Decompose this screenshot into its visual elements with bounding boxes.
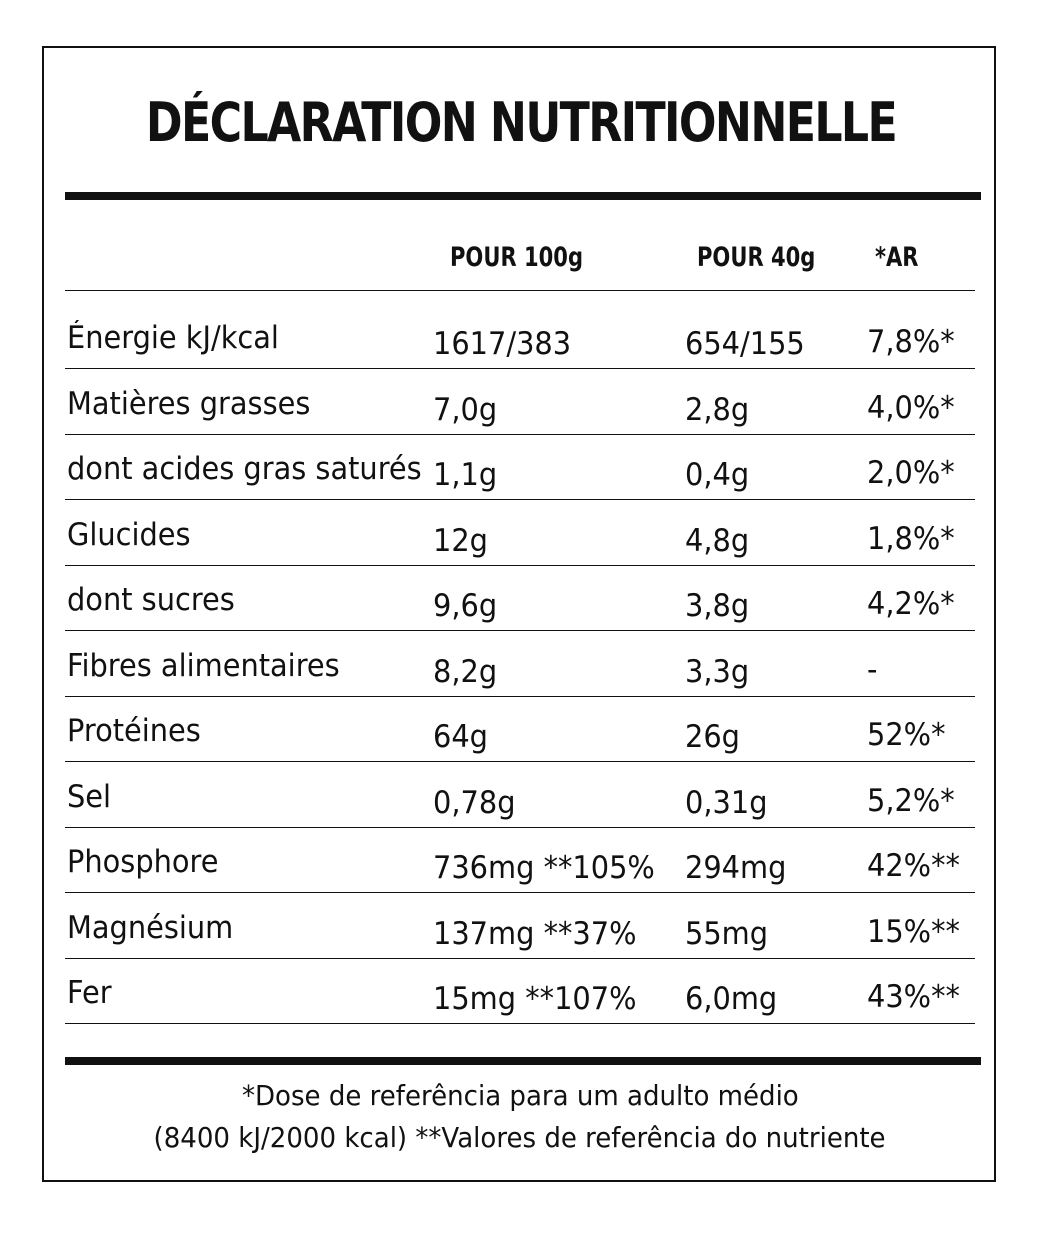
table-row xyxy=(65,500,975,566)
nutrient-name: Sel xyxy=(67,778,112,815)
value-ar: 4,0%* xyxy=(867,389,955,426)
value-per-40g: 2,8g xyxy=(685,391,750,428)
table-row xyxy=(65,828,975,894)
nutrient-name: Matières grasses xyxy=(67,385,311,422)
footnote-line-2 xyxy=(65,1116,975,1160)
nutrient-name: Fibres alimentaires xyxy=(67,647,340,684)
nutrient-name: dont sucres xyxy=(67,582,235,618)
value-per-40g: 3,3g xyxy=(685,653,750,690)
footnote-text-1: *Dose de referência para um adulto médio xyxy=(241,1079,799,1112)
value-per-40g: 0,31g xyxy=(685,784,768,821)
value-per-100g: 7,0g xyxy=(433,391,498,428)
top-thick-divider xyxy=(65,192,981,200)
value-per-100g: 1617/383 xyxy=(433,326,572,362)
table-row xyxy=(65,291,975,369)
value-per-40g: 654/155 xyxy=(685,326,805,362)
value-per-40g: 6,0mg xyxy=(685,981,778,1017)
table-row xyxy=(65,631,975,697)
bottom-thick-divider xyxy=(65,1057,981,1065)
value-per-100g: 12g xyxy=(433,522,488,559)
nutrient-name: Fer xyxy=(67,975,112,1011)
value-per-100g: 1,1g xyxy=(433,457,498,493)
table-row xyxy=(65,762,975,828)
nutrition-table xyxy=(65,291,975,1024)
value-ar: 5,2%* xyxy=(867,782,955,819)
table-row xyxy=(65,369,975,435)
value-per-100g: 9,6g xyxy=(433,588,498,624)
column-header-ar: *AR xyxy=(875,242,919,273)
value-ar: 52%* xyxy=(867,717,946,753)
nutrient-name: dont acides gras saturés xyxy=(67,451,422,487)
value-ar: 2,0%* xyxy=(867,455,955,491)
table-header xyxy=(65,236,975,280)
value-per-100g: 0,78g xyxy=(433,784,516,821)
column-header-per-40g: POUR 40g xyxy=(697,242,816,273)
value-ar: 43%** xyxy=(867,979,960,1015)
table-row xyxy=(65,697,975,763)
value-ar: 4,2%* xyxy=(867,586,955,622)
value-per-100g: 137mg **37% xyxy=(433,915,637,952)
value-ar: 7,8%* xyxy=(867,324,955,360)
value-per-40g: 26g xyxy=(685,719,740,755)
value-ar: 15%** xyxy=(867,913,960,950)
value-ar: 42%** xyxy=(867,848,960,884)
page-title: DÉCLARATION NUTRITIONNELLE xyxy=(145,91,897,154)
footnote-text-2: (8400 kJ/2000 kcal) **Valores de referência do nutriente xyxy=(153,1121,887,1154)
value-ar: - xyxy=(867,651,878,688)
nutrient-name: Magnésium xyxy=(67,909,234,946)
table-row xyxy=(65,959,975,1025)
table-row xyxy=(65,566,975,632)
value-per-40g: 294mg xyxy=(685,850,787,886)
value-per-40g: 0,4g xyxy=(685,457,750,493)
value-per-100g: 8,2g xyxy=(433,653,498,690)
column-header-per-100g: POUR 100g xyxy=(450,242,584,273)
nutrient-name: Énergie kJ/kcal xyxy=(67,320,279,356)
value-per-40g: 55mg xyxy=(685,915,769,952)
value-per-40g: 4,8g xyxy=(685,522,750,559)
value-ar: 1,8%* xyxy=(867,520,955,557)
footnote-line-1 xyxy=(65,1074,975,1118)
table-row xyxy=(65,435,975,501)
nutrient-name: Phosphore xyxy=(67,844,219,880)
table-row xyxy=(65,893,975,959)
nutrient-name: Protéines xyxy=(67,713,201,749)
value-per-100g: 736mg **105% xyxy=(433,850,655,886)
value-per-100g: 64g xyxy=(433,719,488,755)
value-per-40g: 3,8g xyxy=(685,588,750,624)
nutrient-name: Glucides xyxy=(67,516,191,553)
value-per-100g: 15mg **107% xyxy=(433,981,637,1017)
